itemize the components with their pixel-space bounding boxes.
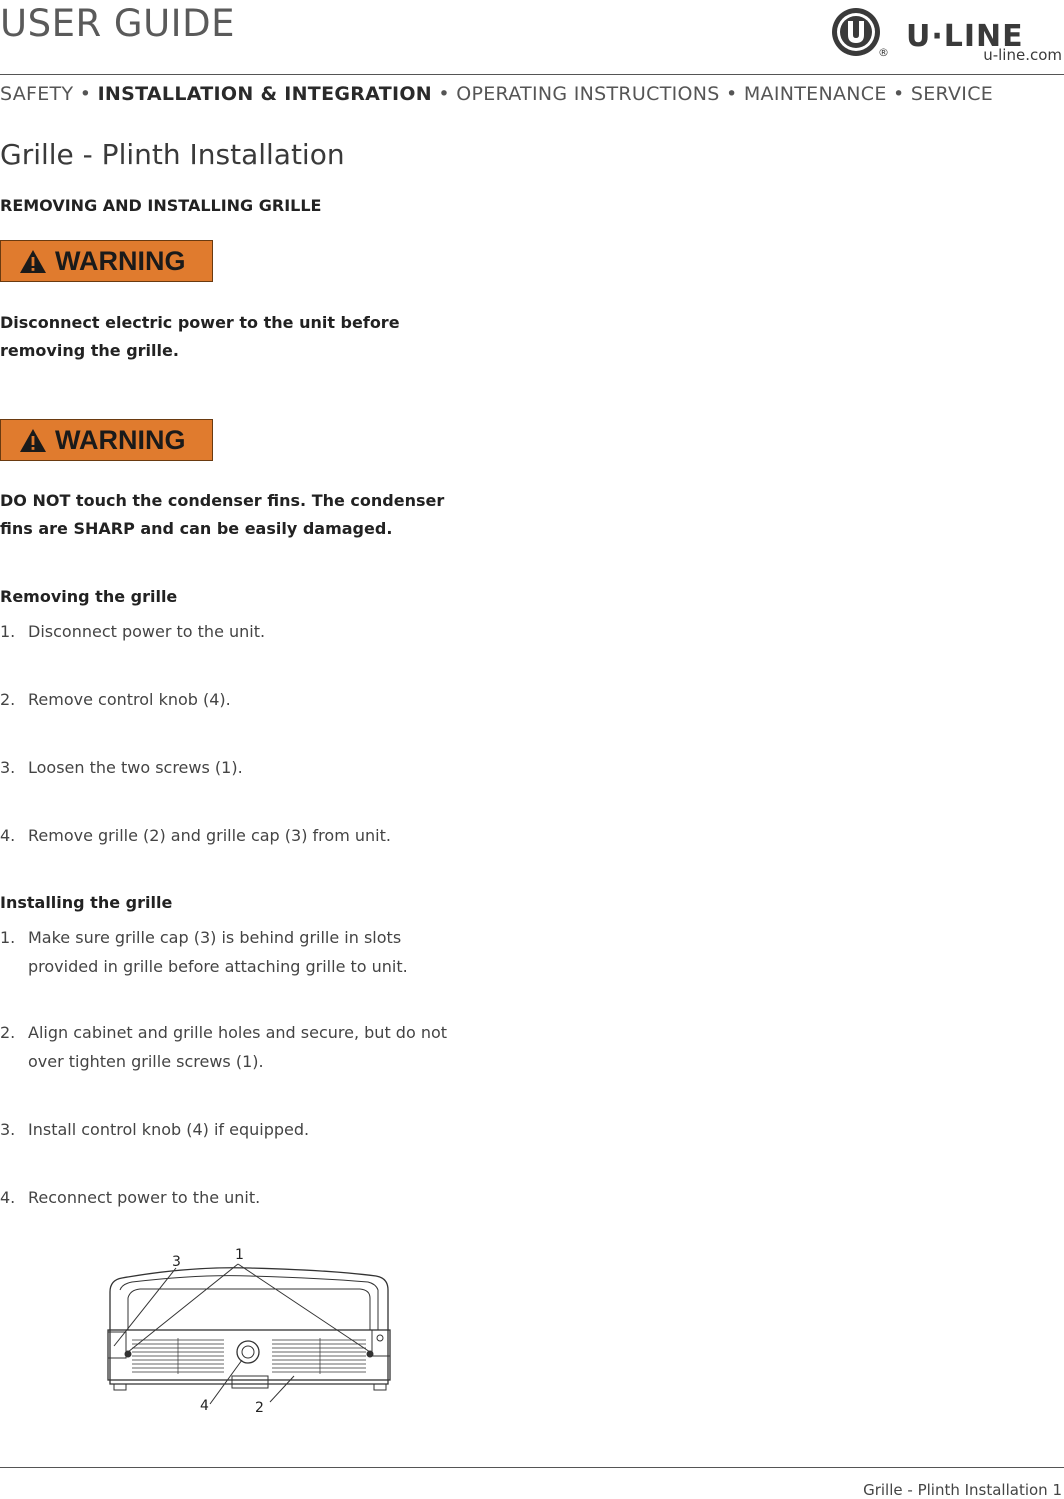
nav-separator: • [893,83,905,105]
step-number: 2. [0,1023,16,1042]
warning-text: WARNING [55,245,186,276]
warning-line: removing the grille. [0,341,179,360]
step-number: 4. [0,826,16,845]
step-text: Align cabinet and grille holes and secure, but do not [28,1023,448,1042]
step-number: 3. [0,758,16,777]
warning-triangle-icon [19,249,47,274]
header-divider [0,74,1064,75]
callout-4: 4 [200,1398,209,1414]
list-item [0,1018,447,1076]
step-text: over tighten grille screws (1). [28,1052,264,1071]
step-text: provided in grille before attaching grille to unit. [28,957,408,976]
list-item [0,1183,260,1212]
footer-divider [0,1467,1064,1468]
list-item [0,821,391,850]
svg-text:®: ® [878,46,889,59]
step-text: Reconnect power to the unit. [28,1188,261,1207]
step-number: 2. [0,690,16,709]
callout-3: 3 [172,1254,181,1270]
warning-label [0,419,213,461]
nav-item-installation[interactable]: INSTALLATION & INTEGRATION [97,83,432,105]
svg-text:U·LINE: U·LINE [906,19,1024,54]
step-number: 4. [0,1188,16,1207]
website-url[interactable]: u-line.com [983,46,1062,64]
nav-item-operating[interactable]: OPERATING INSTRUCTIONS [456,83,720,105]
list-item [0,753,243,782]
nav-item-service[interactable]: SERVICE [910,83,994,105]
page-title: Grille - Plinth Installation [0,138,345,171]
nav-separator: • [438,83,450,105]
grille-diagram [100,1244,400,1419]
warning-line: Disconnect electric power to the unit before [0,313,400,332]
list-item [0,923,408,981]
warning-line: fins are SHARP and can be easily damaged. [0,519,393,538]
removing-heading: Removing the grille [0,587,178,606]
warning-triangle-icon [19,428,47,453]
list-item [0,685,231,714]
step-text: Remove grille (2) and grille cap (3) from unit. [28,826,391,845]
callout-2: 2 [255,1400,264,1416]
section-nav [0,83,993,105]
warning-message [0,309,400,365]
warning-label [0,240,213,282]
document-title: USER GUIDE [0,2,235,45]
step-text: Install control knob (4) if equipped. [28,1120,310,1139]
step-text: Loosen the two screws (1). [28,758,243,777]
nav-separator: • [79,83,92,105]
warning-line: DO NOT touch the condenser fins. The condenser [0,491,445,510]
nav-item-safety[interactable]: SAFETY [0,83,74,105]
step-text: Make sure grille cap (3) is behind grille in slots [28,928,402,947]
list-item [0,1115,309,1144]
footer-page-label: Grille - Plinth Installation 1 [863,1481,1062,1499]
warning-text: WARNING [55,424,186,455]
step-number: 1. [0,622,16,641]
step-text: Remove control knob (4). [28,690,231,709]
warning-message [0,487,444,543]
callout-1: 1 [235,1247,244,1263]
step-text: Disconnect power to the unit. [28,622,266,641]
section-heading: REMOVING AND INSTALLING GRILLE [0,196,322,215]
nav-item-maintenance[interactable]: MAINTENANCE [743,83,887,105]
step-number: 3. [0,1120,16,1139]
installing-heading: Installing the grille [0,893,173,912]
nav-separator: • [725,83,738,105]
step-number: 1. [0,928,16,947]
list-item [0,617,265,646]
